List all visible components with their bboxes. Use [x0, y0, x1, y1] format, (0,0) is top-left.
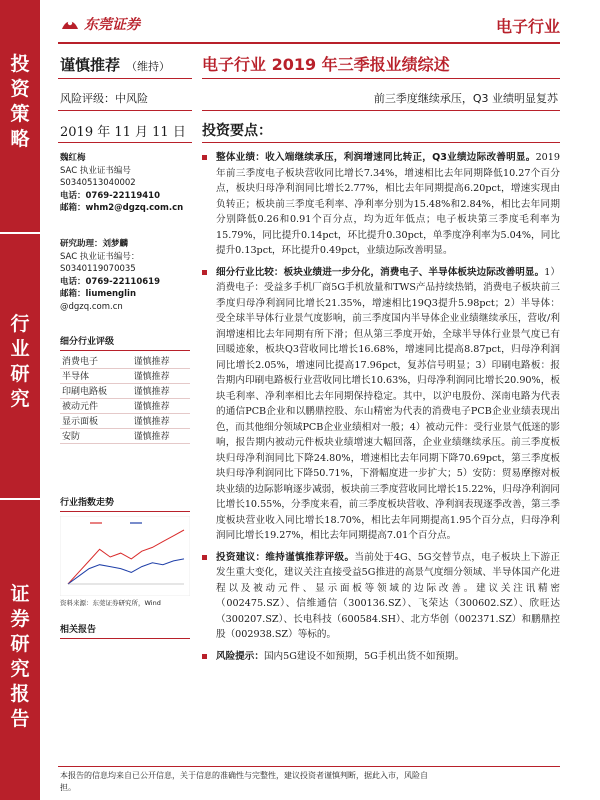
report-title: 电子行业 2019 年三季报业绩综述 [202, 55, 450, 74]
point-head: 整体业绩：收入端继续承压，利润增速同比转正，Q3业绩边际改善明显。 [216, 152, 536, 163]
bullet-icon [202, 155, 207, 160]
assistant-cert-no: S0340119070035 [60, 264, 136, 274]
point-body: 1）消费电子：受益多手机厂商5G手机放量和TWS产品持续热销，消费电子板块前三季度归母净利润同比增长21.35%，增速相比19Q3提升5.98pct；2）半导体：受全球半导体行业景气度影响，前三季度国内半导体企业业绩继续承压，营收/利润增速相比去年同期有所下滑；但从第三季度开始，全球半导体行业景气度已有回暖迹象，板块Q3营收同比增长16.68%，增速同比提高8.87pct，归母净利润同比增长2.05%，增速同比提高17.96pct，复苏信号明显；3）印刷电路板：报告期内印刷电路板行业营收同比增长10.63%，归母净利润同比增长20.90%，板块毛利率、净利率相比去年同期保持稳定。其中，以沪电股份、深南电路为代表的通信PCB企业和以鹏鼎控股、东山精密为代表的消费电子PCB企业业绩表现出色，而其他细分领域PCB企业业绩相对一般；4）被动元件：受行业景气低迷的影响，报告期内被动元件板块业绩增速大幅回落，企业业绩继续承压。前三季度板块归母净利润同比下降24.80%，增速相比去年同期下降70.69pct，第三季度板块归母净利润同比下降50.71%，下滑幅度进一步扩大；5）安防：贸易摩擦对板块业绩的边际影响逐步减弱，板块前三季度营收同比增长15.22%，归母净利润同比增长10.55%，分季度来看，前三季度板块营收、净利润表现逐季改善，第三季度板块营业收入同比增长18.70%，相比去年同期提高1.95个百分点，归母净利润同比增长19.27%，相比去年同期提高7.01个百分点。 [216, 266, 561, 541]
point-body: 国内5G建设不如预期，5G手机出货不如预期。 [263, 650, 465, 662]
analyst-info [60, 152, 190, 215]
sidebar-char: 资 [10, 78, 30, 100]
sector-name: 被动元件 [60, 398, 132, 413]
risk-rating: 风险评级：中风险 [60, 92, 148, 105]
table-row [60, 368, 190, 383]
sector-rating: 谨慎推荐 [132, 368, 190, 383]
point-overall [202, 150, 560, 259]
left-rule [58, 142, 192, 143]
trend-source: 资料来源：东莞证券研究所，Wind [60, 599, 161, 607]
rating [60, 54, 170, 75]
point-body: 2019 年前三季度电子板块营收同比增长7.34%，增速相比去年同期降低10.27个百分点，板块归母净利润同比增长2.77%，相比去年同期提高6.20pct，增速实现由负转正；板块前三季度毛利率、净利率分别为15.48%和2.84%，相比去年同期分别降低0.26和0.91个百分点，均为近年低点；电子板块第三季度毛利率为15.79%，同比提升0.14pct，环比提升0.30pct，单季度净利率为5.04%，同比提升0.13pct，环比提升0.49pct，业绩边际改善明显。 [216, 152, 560, 256]
investment-points [202, 150, 560, 670]
logo-icon [60, 17, 80, 31]
industry-tag: 电子行业 [495, 17, 560, 36]
bullet-icon [202, 555, 207, 560]
analyst-email[interactable]: 邮箱：whm2@dgzq.com.cn [60, 203, 184, 213]
section-rule [202, 142, 560, 143]
sector-rating: 谨慎推荐 [132, 398, 190, 413]
point-text [216, 649, 560, 665]
sector-name: 印刷电路板 [60, 383, 132, 398]
point-text [216, 550, 560, 643]
header-rule [58, 42, 560, 44]
sidebar [0, 0, 40, 800]
assistant-info [60, 238, 190, 313]
rating-sub: （维持） [126, 60, 171, 73]
report-subtitle: 前三季度继续承压，Q3 业绩明显复苏 [373, 92, 558, 105]
table-row [60, 413, 190, 428]
point-text [216, 265, 560, 544]
report-date: 2019 年 11 月 11 日 [60, 125, 186, 140]
assistant-cert-label: SAC 执业证书编号： [60, 251, 140, 262]
sidebar-char: 行 [10, 313, 30, 335]
sidebar-char: 业 [10, 338, 30, 360]
trend-chart [60, 516, 190, 596]
analyst-cert-label: SAC 执业证书编号 [60, 165, 131, 176]
table-row [60, 398, 190, 413]
point-head: 投资建议：维持谨慎推荐评级。 [216, 551, 355, 563]
sidebar-char: 告 [10, 708, 30, 730]
sector-rating: 谨慎推荐 [132, 413, 190, 428]
sub-industry-table [60, 353, 190, 444]
sidebar-char: 证 [10, 583, 30, 605]
sector-name: 显示面板 [60, 413, 132, 428]
left-rule [58, 110, 192, 111]
left-rule [58, 78, 192, 79]
sector-name: 消费电子 [60, 353, 132, 368]
point-body: 当前处于4G、5G交替节点，电子板块上下游正发生重大变化，建议关注直接受益5G推进的高景气度细分领域、半导体国产化进程以及被动元件、显示面板等领域的边际改善。建议关注讯精密（002475.SZ）、信维通信（300136.SZ）、飞荣达（300602.SZ）、欣旺达（300207.SZ）、长电科技（600584.SH）、北方华创（002371.SZ）和鹏鼎控股（002938.SZ）等标的。 [216, 551, 560, 640]
point-head: 细分行业比较：板块业绩进一步分化，消费电子、半导体板块边际改善明显。 [216, 266, 545, 278]
rating-label: 谨慎推荐 [60, 56, 121, 74]
section-title: 投资要点： [202, 123, 272, 139]
table-row [60, 428, 190, 443]
point-advice [202, 550, 560, 643]
logo-text: 东莞证券 [84, 17, 140, 33]
sector-rating: 谨慎推荐 [132, 383, 190, 398]
sidebar-char: 研 [10, 633, 30, 655]
assistant-email[interactable]: 邮箱：liumenglin [60, 289, 137, 299]
title-rule [202, 78, 560, 79]
sidebar-char: 究 [10, 388, 30, 410]
sidebar-section-industry [0, 312, 40, 412]
assistant-email-domain: @dgzq.com.cn [60, 301, 123, 312]
related-reports [60, 622, 190, 639]
sector-rating: 谨慎推荐 [132, 353, 190, 368]
sidebar-section-strategy [0, 52, 40, 152]
industry-trend [60, 495, 190, 607]
sidebar-divider [0, 232, 40, 234]
sidebar-char: 券 [10, 608, 30, 630]
bullet-icon [202, 654, 207, 659]
subtitle-rule [202, 110, 560, 111]
point-subsectors [202, 265, 560, 544]
trend-heading: 行业指数走势 [60, 495, 190, 512]
sidebar-char: 报 [10, 683, 30, 705]
disclaimer: 本报告的信息均来自已公开信息，关于信息的准确性与完整性，建议投资者谨慎判断，据此入市，风险自担。 [60, 771, 428, 792]
point-text [216, 150, 560, 259]
table-row [60, 383, 190, 398]
sidebar-char: 投 [10, 53, 30, 75]
assistant-phone: 电话：0769-22110619 [60, 276, 160, 287]
sidebar-char: 研 [10, 363, 30, 385]
sector-name: 半导体 [60, 368, 132, 383]
sector-name: 安防 [60, 428, 132, 443]
sub-industry-heading: 细分行业评级 [60, 334, 190, 351]
analyst-phone: 电话：0769-22119410 [60, 190, 160, 201]
bullet-icon [202, 270, 207, 275]
sub-industry-ratings [60, 334, 190, 444]
sidebar-divider [0, 498, 40, 500]
sidebar-char: 策 [10, 103, 30, 125]
sector-rating: 谨慎推荐 [132, 428, 190, 443]
analyst-name: 魏红梅 [60, 153, 86, 163]
point-risk [202, 649, 560, 665]
footer-rule [58, 766, 560, 767]
point-head: 风险提示： [216, 650, 264, 662]
related-heading: 相关报告 [60, 622, 190, 639]
sidebar-section-report [0, 582, 40, 732]
sidebar-char: 略 [10, 128, 30, 150]
assistant-name: 研究助理：刘梦麟 [60, 239, 129, 249]
analyst-cert-no: S0340513040002 [60, 178, 136, 188]
table-row [60, 353, 190, 368]
sidebar-char: 究 [10, 658, 30, 680]
company-logo [60, 14, 140, 34]
